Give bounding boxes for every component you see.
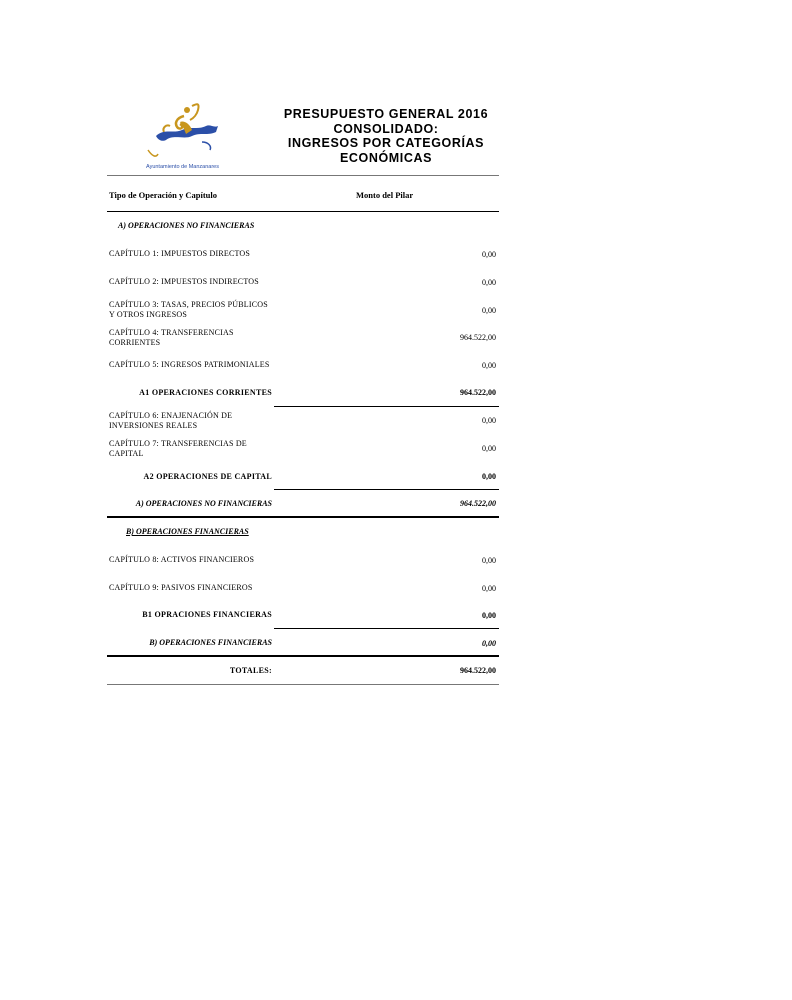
section-a-end-rule (107, 516, 499, 518)
row-cap7-label: CAPÍTULO 7: TRANSFERENCIAS DE CAPITAL (109, 439, 247, 458)
row-cap8-label: CAPÍTULO 8: ACTIVOS FINANCIEROS (109, 555, 255, 564)
row-cap3-label: CAPÍTULO 3: TASAS, PRECIOS PÚBLICOS Y OTROS INGRESOS (109, 300, 268, 319)
totals-label: TOTALES: (229, 666, 272, 675)
row-cap9-label: CAPÍTULO 9: PASIVOS FINANCIEROS (109, 583, 253, 592)
row-cap3-value: 0,00 (482, 306, 496, 315)
subtotal-b1-label: B1 OPRACIONES FINANCIERAS (142, 610, 272, 619)
subtotal-a2-value: 0,00 (482, 472, 496, 481)
row-cap6-label: CAPÍTULO 6: ENAJENACIÓN DE INVERSIONES REALES (109, 411, 233, 430)
title-line-4: ECONÓMICAS (339, 150, 433, 165)
row-cap6-value: 0,00 (482, 416, 496, 425)
row-cap5-value: 0,00 (482, 361, 496, 370)
subtotal-a1-label: A1 OPERACIONES CORRIENTES (139, 388, 272, 397)
subtotal-a1-value: 964.522,00 (460, 388, 496, 397)
a1-rule (274, 406, 499, 407)
title-line-1: PRESUPUESTO GENERAL 2016 (283, 107, 489, 121)
subtotal-a2-label: A2 OPERACIONES DE CAPITAL (143, 472, 272, 481)
title-line-2: CONSOLIDADO: (333, 121, 439, 136)
municipal-logo (140, 100, 230, 172)
subtotal-b1-value: 0,00 (482, 611, 496, 620)
logo-caption: Ayuntamiento de Manzanares (146, 164, 219, 170)
row-cap1-label: CAPÍTULO 1: IMPUESTOS DIRECTOS (109, 249, 251, 258)
total-a-label: A) OPERACIONES NO FINANCIERAS (135, 499, 272, 508)
total-b-value: 0,00 (482, 639, 496, 648)
title-line-3: INGRESOS POR CATEGORÍAS (287, 136, 485, 151)
row-cap5-label: CAPÍTULO 5: INGRESOS PATRIMONIALES (109, 360, 270, 369)
section-b-end-rule (107, 655, 499, 657)
total-b-label: B) OPERACIONES FINANCIERAS (149, 638, 272, 647)
column-header-amount: Monto del Pilar (356, 190, 414, 200)
row-cap4-value: 964.522,00 (460, 333, 496, 342)
header-top-rule (107, 175, 499, 176)
row-cap8-value: 0,00 (482, 556, 496, 565)
section-b-title: B) OPERACIONES FINANCIERAS (126, 527, 249, 536)
total-a-value: 964.522,00 (460, 499, 496, 508)
row-cap7-value: 0,00 (482, 444, 496, 453)
page-title (274, 107, 498, 165)
totals-value: 964.522,00 (460, 666, 496, 675)
section-a-title: A) OPERACIONES NO FINANCIERAS (118, 221, 255, 230)
totals-bottom-rule (107, 684, 499, 685)
a2-rule (274, 489, 499, 490)
logo-emblem-icon (140, 100, 230, 172)
header-bottom-rule (107, 211, 499, 212)
b1-rule (274, 628, 499, 629)
row-cap2-label: CAPÍTULO 2: IMPUESTOS INDIRECTOS (109, 277, 259, 286)
column-header-type: Tipo de Operación y Capítulo (109, 190, 217, 200)
row-cap4-label: CAPÍTULO 4: TRANSFERENCIAS CORRIENTES (109, 328, 234, 347)
row-cap1-value: 0,00 (482, 250, 496, 259)
row-cap2-value: 0,00 (482, 278, 496, 287)
row-cap9-value: 0,00 (482, 584, 496, 593)
